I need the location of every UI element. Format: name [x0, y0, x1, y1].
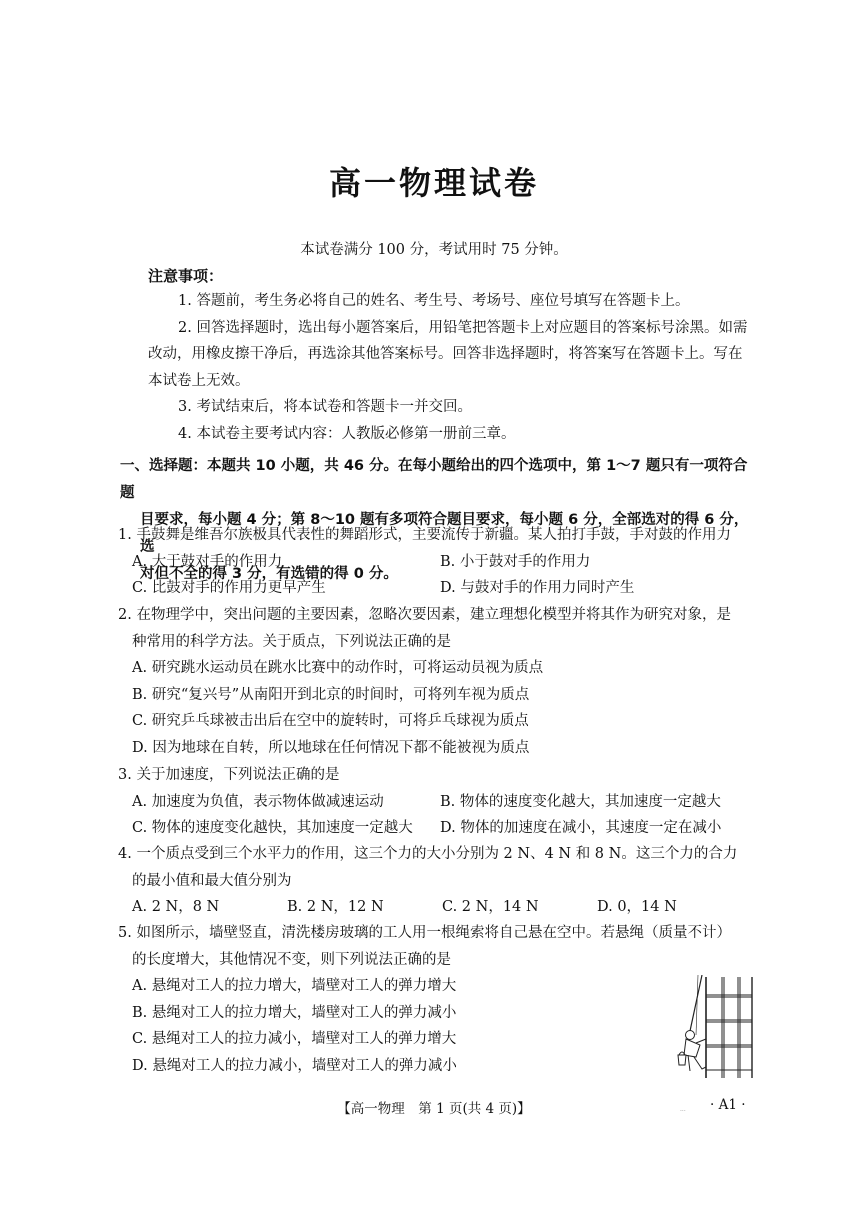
question-2 — [118, 602, 758, 762]
question-stem: 2. 在物理学中，突出问题的主要因素，忽略次要因素，建立理想化模型并将其作为研究对象，是 — [118, 607, 731, 623]
question-stem: 5. 如图所示，墙壁竖直，清洗楼房玻璃的工人用一根绳索将自己悬在空中。若悬绳（质量不计） — [118, 925, 731, 941]
option-d: D. 因为地球在自转，所以地球在任何情况下都不能被视为质点 — [132, 739, 530, 756]
question-stem: 4. 一个质点受到三个水平力的作用，这三个力的大小分别为 2 N、4 N 和 8 N。这三个力的合力 — [118, 846, 738, 862]
option-a: A. 2 N，8 N — [132, 899, 220, 916]
option-a: A. 悬绳对工人的拉力增大，墙壁对工人的弹力增大 — [132, 978, 457, 995]
page-footer: 【高一物理 第 1 页(共 4 页)】 — [337, 1101, 531, 1117]
option-b: B. 研究“复兴号”从南阳开到北京的时间时，可将列车视为质点 — [132, 686, 530, 703]
question-4 — [118, 841, 758, 921]
option-d: D. 与鼓对手的作用力同时产生 — [440, 580, 635, 597]
option-a: A. 加速度为负值，表示物体做减速运动 — [132, 793, 384, 810]
question-stem-continued: 的长度增大，其他情况不变，则下列说法正确的是 — [132, 951, 451, 968]
question-3 — [118, 762, 758, 842]
option-c: C. 物体的速度变化越快，其加速度一定越大 — [132, 820, 413, 837]
option-d: D. 悬绳对工人的拉力减小，墙壁对工人的弹力减小 — [132, 1057, 457, 1074]
page-title: 高一物理试卷 — [328, 164, 539, 202]
question-stem: 3. 关于加速度，下列说法正确的是 — [118, 767, 340, 783]
option-d: D. 0，14 N — [597, 899, 677, 916]
option-a: A. 研究跳水运动员在跳水比赛中的动作时，可将运动员视为质点 — [132, 660, 544, 677]
option-a: A. 大于鼓对手的作用力 — [132, 553, 283, 570]
option-c: C. 研究乒乓球被击出后在空中的旋转时，可将乒乓球视为质点 — [132, 713, 529, 730]
exam-info: 本试卷满分 100 分，考试用时 75 分钟。 — [300, 242, 568, 258]
question-1 — [118, 522, 758, 602]
option-b: B. 小于鼓对手的作用力 — [440, 553, 591, 570]
section-line: 对但不全的得 3 分，有选错的得 0 分。 — [140, 566, 398, 582]
notice-list — [148, 288, 748, 448]
question-stem-continued: 的最小值和最大值分别为 — [132, 872, 292, 889]
question-stem-continued: 种常用的科学方法。关于质点，下列说法正确的是 — [132, 633, 451, 650]
notice-heading: 注意事项： — [148, 267, 224, 285]
section-line: 一、选择题：本题共 10 小题，共 46 分。在每小题给出的四个选项中，第 1～7 题只有一项符合题 — [120, 458, 748, 501]
option-b: B. 2 N，12 N — [287, 899, 384, 916]
notice-item: 2. 回答选择题时，选出每小题答案后，用铅笔把答题卡上对应题目的答案标号涂黑。如需改动，用橡皮擦干净后，再选涂其他答案标号。回答非选择题时，将答案写在答题卡上。写在本试卷上无效。 — [148, 319, 748, 389]
option-d: D. 物体的加速度在减小，其速度一定在减小 — [440, 820, 722, 837]
section-line: 目要求，每小题 4 分；第 8～10 题有多项符合题目要求，每小题 6 分，全部选对的得 6 分，选 — [140, 512, 749, 555]
scan-mark: ... — [680, 1106, 686, 1113]
option-c: C. 悬绳对工人的拉力减小，墙壁对工人的弹力增大 — [132, 1031, 457, 1048]
question-stem: 1. 手鼓舞是维吾尔族极具代表性的舞蹈形式，主要流传于新疆。某人拍打手鼓，手对鼓的作用力 — [118, 527, 731, 543]
notice-item: 3. 考试结束后，将本试卷和答题卡一并交回。 — [178, 399, 472, 416]
notice-item: 1. 答题前，考生务必将自己的姓名、考生号、考场号、座位号填写在答题卡上。 — [178, 293, 690, 309]
option-c: C. 比鼓对手的作用力更早产生 — [132, 580, 326, 597]
paper-code: · A1 · — [710, 1097, 746, 1113]
option-b: B. 悬绳对工人的拉力增大，墙壁对工人的弹力减小 — [132, 1004, 457, 1021]
notice-item: 4. 本试卷主要考试内容：人教版必修第一册前三章。 — [178, 425, 516, 442]
window-cleaner-illustration — [676, 975, 754, 1080]
option-b: B. 物体的速度变化越大，其加速度一定越大 — [440, 793, 721, 810]
question-5 — [118, 920, 758, 1080]
option-c: C. 2 N，14 N — [442, 899, 539, 916]
